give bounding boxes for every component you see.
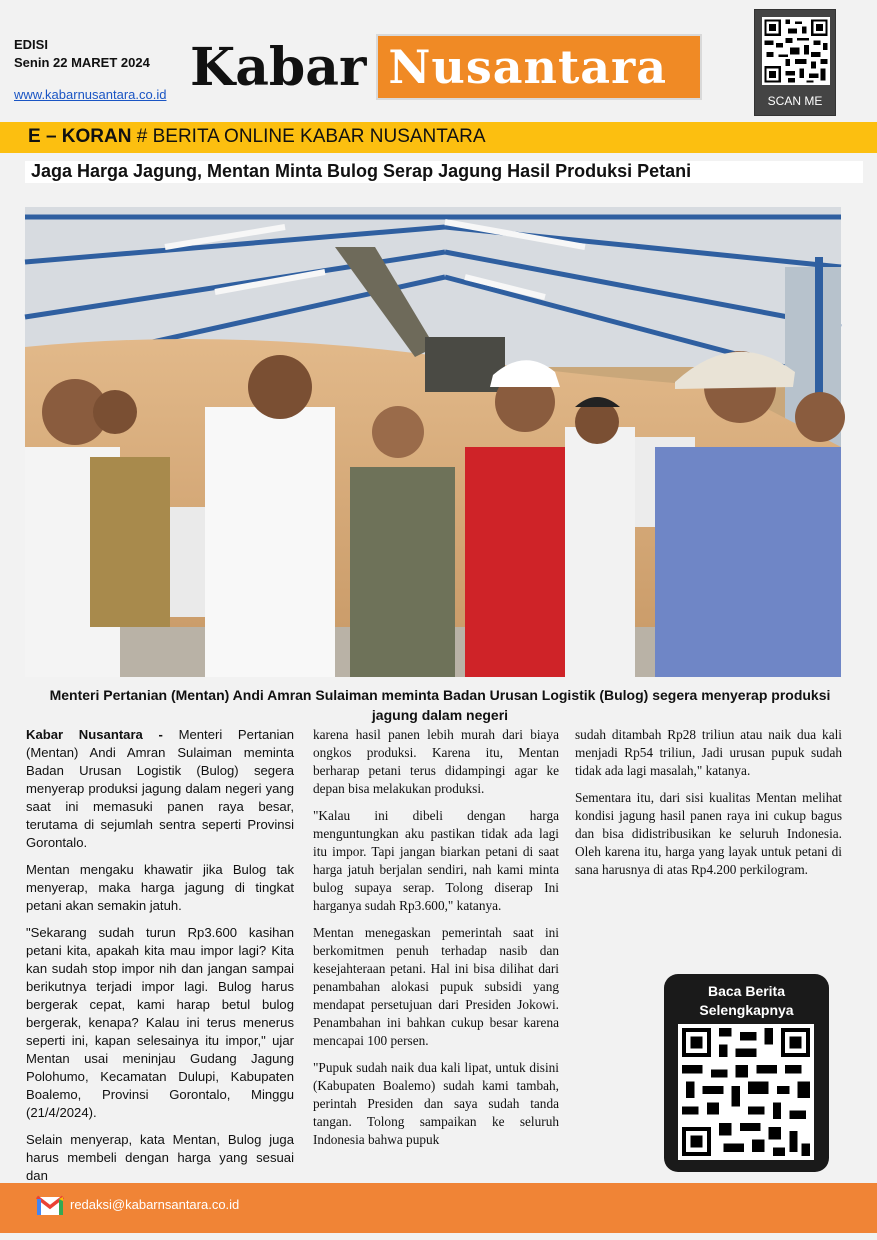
read-more-line2: Selengkapnya: [699, 1002, 794, 1018]
article-column-2: [313, 726, 559, 1158]
article-lead: Kabar Nusantara -: [26, 727, 163, 742]
banner-text: [28, 126, 486, 148]
article-column-3: [575, 726, 842, 888]
paragraph: Mentan menegaskan pemerintah saat ini berkomitmen penuh terhadap nasib dan kesejahteraan petani. Hal ini bisa dilihat dari penambahan alokasi pupuk subsidi yang mendapat persetujuan dari Presiden Jokowi. Penambahan ini bahkan cukup besar karena mencapai 100 persen.: [313, 925, 559, 1048]
brand-word-nusantara: Nusantara: [388, 40, 668, 94]
edition-date: Senin 22 MARET 2024: [14, 55, 150, 70]
banner-tagline: # BERITA ONLINE KABAR NUSANTARA: [136, 126, 486, 147]
paragraph-text: Menteri Pertanian (Mentan) Andi Amran Sulaiman meminta Badan Urusan Logistik (Bulog) segera menyerap produksi jagung dalam negeri yang saat ini memasuki panen raya besar, terutama di sejumlah sentra seperti Provinsi Gorontalo.: [26, 727, 294, 850]
photo-caption: Menteri Pertanian (Mentan) Andi Amran Sulaiman meminta Badan Urusan Logistik (Bulog) segera menyerap produksi jagung dalam negeri: [49, 687, 831, 723]
paragraph: sudah ditambah Rp28 triliun atau naik dua kali menjadi Rp54 triliun, Jadi urusan pupuk sudah tidak ada lagi masalah," katanya.: [575, 727, 842, 778]
qr-code-icon: [762, 17, 830, 85]
paragraph: "Kalau ini dibeli dengan harga menguntungkan aku pastikan tidak ada lagi itu impor. Tapi jangan biarkan petani di saat harga jatuh berjalan sendiri, nah kami minta bulog supaya serap. Tolong diserap Ini harganya sudah Rp3.600," katanya.: [313, 808, 559, 913]
paragraph: "Pupuk sudah naik dua kali lipat, untuk disini (Kabupaten Boalemo) sudah kami tambah, perintah Presiden dan saya sudah tanda tangan. Tolong sampaikan ke seluruh Indonesia bahwa pupuk: [313, 1060, 559, 1147]
paragraph: Mentan mengaku khawatir jika Bulog tak menyerap, maka harga jagung di tingkat petani akan semakin jatuh.: [26, 862, 294, 913]
gmail-icon: [36, 1195, 64, 1217]
qr-code-icon: [678, 1024, 814, 1160]
footer-bar: [0, 1183, 877, 1233]
paragraph: [26, 726, 294, 852]
article-photo: [25, 207, 841, 677]
read-more-qr-card[interactable]: [664, 974, 829, 1172]
website-link[interactable]: www.kabarnusantara.co.id: [14, 87, 167, 102]
article-column-1: [26, 726, 294, 1183]
scan-qr-box[interactable]: [754, 9, 836, 116]
paragraph: Sementara itu, dari sisi kualitas Mentan melihat kondisi jagung hasil panen raya ini cukup bagus dan bisa didistribusikan ke seluruh Indonesia. Oleh karena itu, harga yang layak untuk petani di sana harusnya di atas Rp4.200 perkilogram.: [575, 790, 842, 877]
brand-word-kabar: Kabar: [190, 36, 367, 98]
masthead-logo: [190, 33, 702, 101]
footer-email[interactable]: redaksi@kabarnsantara.co.id: [70, 1197, 240, 1212]
edition-block: [14, 36, 150, 72]
paragraph: Selain menyerap, kata Mentan, Bulog juga harus membeli dengan harga yang sesuai dan: [26, 1132, 294, 1183]
scan-me-label: SCAN ME: [767, 94, 823, 108]
section-banner: [0, 122, 877, 153]
article-headline-bar: [25, 161, 863, 183]
paragraph: karena hasil panen lebih murah dari biaya ongkos produksi. Karena itu, Mentan berharap petani terus didampingi agar ke depan bisa melakukan produksi.: [313, 727, 559, 796]
paragraph: "Sekarang sudah turun Rp3.600 kasihan petani kita, apakah kita mau impor lagi? Kita kan sudah stop impor nih dan jangan sampai berikutnya terjadi impor lagi. Bulog harus bergerak cepat, kami harap betul bulog bergerak, kenapa? Kalau ini terus menerus seperti ini, kapan selesainya itu impor," ujar Mentan usai meninjau Gudang Jagung Polohumo, Kecamatan Dulupi, Kabupaten Boalemo, Provinsi Gorontalo, Minggu (21/4/2024).: [26, 925, 294, 1120]
read-more-title: [664, 982, 829, 1020]
banner-ekoran: E – KORAN: [28, 126, 132, 147]
edition-label: EDISI: [14, 37, 48, 52]
read-more-line1: Baca Berita: [707, 983, 786, 999]
article-headline: Jaga Harga Jagung, Mentan Minta Bulog Serap Jagung Hasil Produksi Petani: [31, 161, 692, 181]
brand-nusantara-box: [376, 34, 702, 100]
